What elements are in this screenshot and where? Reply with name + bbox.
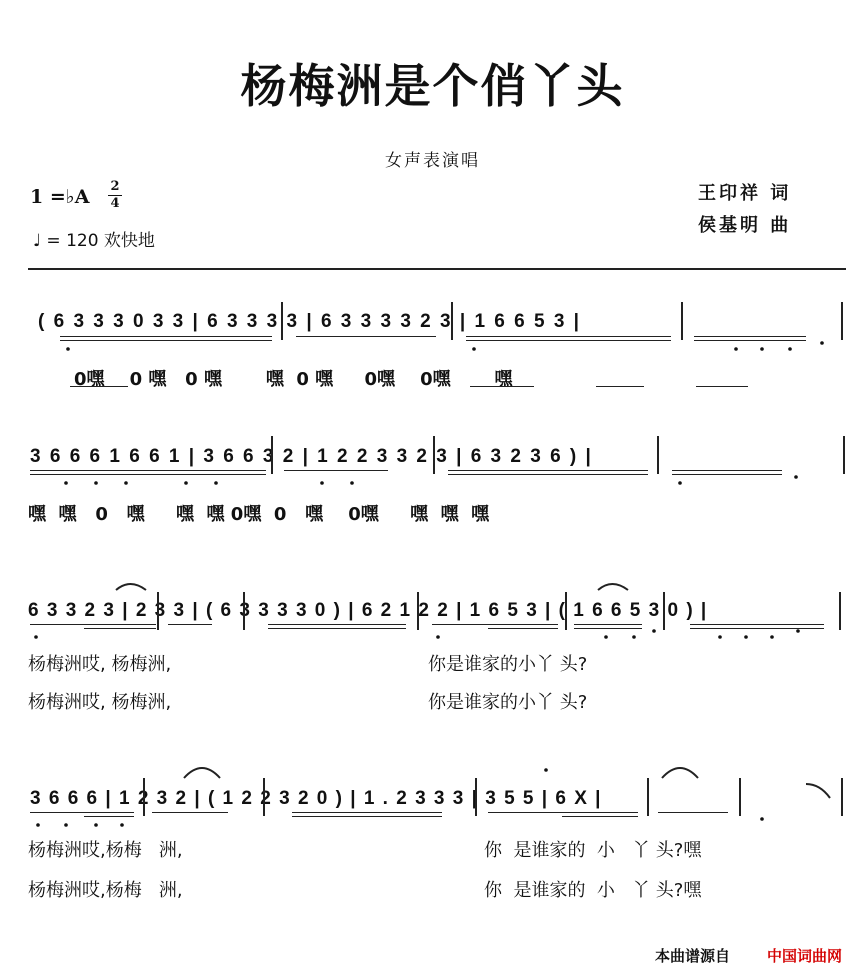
octave-dot <box>760 347 764 351</box>
tie <box>662 768 698 778</box>
octave-dot <box>34 635 38 639</box>
tie <box>598 584 628 590</box>
octave-dot <box>760 817 764 821</box>
lyricist: 王印祥 词 <box>698 183 792 204</box>
octave-dot <box>652 629 656 633</box>
composer: 侯基明 曲 <box>698 215 792 236</box>
octave-dot <box>64 823 68 827</box>
score-line-3-lyrics-2b: 你是谁家的小丫 头? <box>428 692 588 713</box>
octave-dot <box>94 823 98 827</box>
source-label: 本曲谱源自 <box>655 947 731 965</box>
score-line-1-notes: ( 6 3 3 3 0 3 3 | 6 3 3 3 3 | 6 3 3 3 3 2 3 | 1 6 6 5 3 | <box>38 311 581 332</box>
tie <box>116 584 146 590</box>
octave-dot <box>36 823 40 827</box>
score-line-4-lyrics-1: 杨梅洲哎,杨梅 洲, <box>28 840 183 861</box>
score-line-3-lyrics-1b: 你是谁家的小丫 头? <box>428 654 588 675</box>
score-line-4-lyrics-1b: 你 是谁家的 小 丫 头?嘿 <box>484 840 702 861</box>
score-line-3-lyrics-1: 杨梅洲哎, 杨梅洲, <box>28 654 172 675</box>
octave-dot <box>544 768 548 772</box>
octave-dot <box>66 347 70 351</box>
octave-dot <box>718 635 722 639</box>
octave-dot <box>734 347 738 351</box>
octave-dot <box>320 481 324 485</box>
ties <box>116 584 830 798</box>
tempo-marking: ♩ = 120 欢快地 <box>33 231 155 251</box>
score-line-1-lyrics: 0嘿 0 嘿 0 嘿 嘿 0 嘿 0嘿 0嘿 嘿 <box>74 369 513 390</box>
glissando <box>806 784 830 798</box>
octave-dot <box>770 635 774 639</box>
octave-dot <box>794 475 798 479</box>
tie <box>184 768 220 778</box>
score-line-2-notes: 3 6 6 6 1 6 6 1 | 3 6 6 3 2 | 1 2 2 3 3 2 3 | 6 3 2 3 6 ) | <box>30 446 592 467</box>
octave-dot <box>124 481 128 485</box>
score-line-4-notes: 3 6 6 6 | 1 2 3 2 | ( 1 2 2 3 2 0 ) | 1 . 2 3 3 3 | 3 5 5 | 6 X | <box>30 788 602 809</box>
score-line-2-lyrics: 嘿 嘿 0 嘿 嘿 嘿 0嘿 0 嘿 0嘿 嘿 嘿 嘿 <box>28 504 490 525</box>
octave-dot <box>796 629 800 633</box>
key-signature: 1 =♭A <box>30 186 90 208</box>
octave-dot <box>678 481 682 485</box>
score-line-3-notes: 6 3 3 2 3 | 2 3 3 | ( 6 3 3 3 3 0 ) | 6 2 1 2 2 | 1 6 5 3 | ( 1 6 6 5 3 0 ) | <box>28 600 708 621</box>
octave-dot <box>120 823 124 827</box>
octave-dot <box>350 481 354 485</box>
time-signature-top: 2 <box>110 179 120 194</box>
time-signature-bottom: 4 <box>110 196 120 211</box>
octave-dot <box>214 481 218 485</box>
octave-dot <box>788 347 792 351</box>
octave-dots <box>34 341 824 827</box>
performance-form: 女声表演唱 <box>385 151 480 171</box>
octave-dot <box>744 635 748 639</box>
octave-dot <box>436 635 440 639</box>
site-name-link[interactable]: 中国词曲网 <box>767 947 843 965</box>
score-line-4-lyrics-2b: 你 是谁家的 小 丫 头?嘿 <box>484 880 702 901</box>
octave-dot <box>94 481 98 485</box>
octave-dot <box>64 481 68 485</box>
song-title: 杨梅洲是个俏丫头 <box>240 59 625 113</box>
octave-dot <box>472 347 476 351</box>
octave-dot <box>184 481 188 485</box>
octave-dot <box>820 341 824 345</box>
score-line-4-lyrics-2: 杨梅洲哎,杨梅 洲, <box>28 880 183 901</box>
barlines <box>144 302 844 816</box>
octave-dot <box>632 635 636 639</box>
octave-dot <box>604 635 608 639</box>
score-line-3-lyrics-2: 杨梅洲哎, 杨梅洲, <box>28 692 172 713</box>
